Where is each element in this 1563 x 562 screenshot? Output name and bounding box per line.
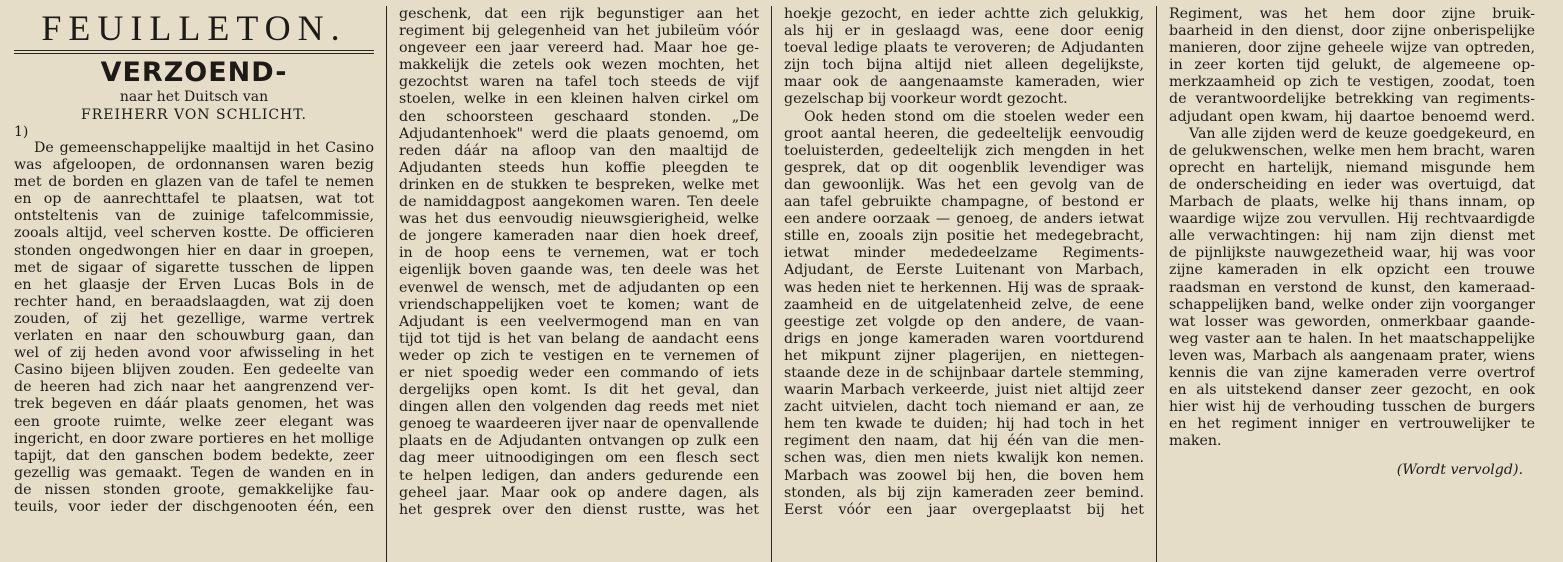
column-3 — [772, 6, 1156, 562]
text-line: ontsteltenis van de zuinige tafelcommissie, — [14, 208, 374, 225]
text-line: oprecht en hartelijk, niemand misgunde hem — [1169, 159, 1535, 176]
text-line: de namiddagpost aangekomen waren. Ten deele — [399, 194, 759, 211]
text-line: ietwat minder mededeelzame Regiments- — [784, 245, 1144, 262]
text-line: was heden niet te herkennen. Hij was de spraak- — [784, 279, 1144, 296]
text-line: een andere oorzaak — genoeg, de anders ietwat — [784, 211, 1144, 228]
text-line: een groote ruimte, welke zeer elegant was — [14, 413, 374, 430]
text-line: zijn toch bijna altijd niet alleen degelijkste, — [784, 57, 1144, 74]
text-line: eigenlijk boven gaande was, ten deele was het — [399, 262, 759, 279]
text-line: regiment den naam, dat hij één van die men- — [784, 433, 1144, 450]
text-line: in de hoop eens te vernemen, wat er toch — [399, 245, 759, 262]
text-line: teuils, voor ieder der dischgenooten één, een — [14, 498, 374, 515]
column-3-text — [784, 6, 1144, 519]
text-line: en als uitstekend danser zeer gezocht, en ook — [1169, 382, 1535, 399]
text-line: schen was, dien men niets kwalijk kon nemen. — [784, 450, 1144, 467]
text-line: genoeg te waardeeren ijver naar de openvallende — [399, 416, 759, 433]
text-line: stonden ongedwongen hier en daar in groepen, — [14, 242, 374, 259]
text-line: tijd tot tijd is het van belang de aandacht eens — [399, 330, 759, 347]
text-line: reden dáár na afloop van den maaltijd de — [399, 142, 759, 159]
text-line: ongeveer een jaar vereerd had. Maar hoe ge- — [399, 40, 759, 57]
text-line: hoekje gezocht, en ieder achtte zich gelukkig, — [784, 6, 1144, 22]
text-line: dag meer uitnoodigingen om een flesch sect — [399, 450, 759, 467]
text-line: baarheid in den dienst, door zijne onberispelijke — [1169, 23, 1535, 40]
text-line: in zeer korten tijd gelukt, de algemeene op- — [1169, 57, 1535, 74]
text-line: dan gewoonlijk. Was het een gevolg van de — [784, 176, 1144, 193]
text-line: hem ten kwade te duiden; hij had toch in het — [784, 416, 1144, 433]
text-line: aan tafel gebruikte champagne, of bestond er — [784, 194, 1144, 211]
text-line: maar ook de aangenaamste kameraden, wier — [784, 74, 1144, 91]
text-line: regiment bij gelegenheid van het jubileüm vóór — [399, 23, 759, 40]
text-line: maken. — [1169, 433, 1222, 450]
text-line: Casino bijeen blijven zouden. Een gedeelte van — [14, 362, 374, 379]
text-line: verlaten en naar den schouwburg gaan, dan — [14, 328, 374, 345]
text-line: drigs en jonge kameraden waren voortdurend — [784, 330, 1144, 347]
column-4 — [1157, 6, 1545, 562]
text-line: Adjudanten steeds hun koffie pleegden te — [399, 159, 759, 176]
text-line: wat losser was geworden, onmerkbaar gaande- — [1169, 313, 1535, 330]
text-line: geschenk, dat een rijk begunstiger aan het — [399, 6, 759, 22]
installment-number: 1) — [14, 124, 29, 140]
text-line: stonden, als bij zijn kameraden zeer bemind. — [784, 484, 1144, 501]
text-line: de gelukwenschen, welke men hem bracht, waren — [1169, 142, 1535, 159]
text-line: zacht uitvielen, dacht toch niemand er aan, ze — [784, 399, 1144, 416]
text-line: gesprek, dat op dit oogenblik levendiger was — [784, 159, 1144, 176]
text-line: toeluisterden, gedeeltelijk zich mengden in het — [784, 142, 1144, 159]
text-line: er niet spoedig weder een commando of iets — [399, 364, 759, 381]
column-1 — [14, 6, 386, 562]
text-line: met de borden en glazen van de tafel te nemen — [14, 174, 374, 191]
text-line: stoelen, welke in een kleinen halven cirkel om — [399, 91, 759, 108]
text-line: zooals altijd, veel scherven kostte. De officieren — [14, 225, 374, 242]
text-line: makkelijk die zetels ook wezen mochten, het — [399, 57, 759, 74]
text-line: manieren, door zijne geheele wijze van optreden, — [1169, 40, 1535, 57]
text-line: raadsman en verstond de kunst, den kameraad- — [1169, 279, 1535, 296]
text-line: waardige wijze zou vervullen. Hij rechtvaardigde — [1169, 211, 1535, 228]
text-line: rechter hand, en beraadslaagden, wat zij doen — [14, 293, 374, 310]
text-line: zijne kameraden in elk opzicht een trouwe — [1169, 262, 1535, 279]
text-line: den schoorsteen geschaard stonden. „De — [399, 108, 759, 125]
text-line: het mikpunt zijner plagerijen, en niettegen- — [784, 347, 1144, 364]
text-line: Adjudantenhoek" werd die plaats genoemd, om — [399, 125, 759, 142]
text-line: en op de aanrechttafel te plaatsen, wat tot — [14, 191, 374, 208]
text-line: Van alle zijden werd de keuze goedgekeurd, en — [1189, 125, 1535, 142]
text-line: geheel jaar. Maar ook op andere dagen, als — [399, 484, 759, 501]
text-line: adjudant open kwam, hij daartoe benoemd werd. — [1169, 108, 1535, 125]
text-line: Marbach was zoowel bij hen, die boven hem — [784, 467, 1144, 484]
continued-note: (Wordt vervolgd). — [1396, 462, 1523, 479]
text-line: gezellig was gemaakt. Tegen de wanden en in — [14, 464, 374, 481]
text-line: dergelijks open komt. Is dit het geval, dan — [399, 382, 759, 399]
text-line: met de sigaar of sigarette tusschen de lippen — [14, 259, 374, 276]
text-line: Ook heden stond om die stoelen weder een — [804, 108, 1144, 125]
column-1-text — [14, 140, 374, 516]
text-line: vriendschappelijken voet te komen; want de — [399, 296, 759, 313]
article-subtitle: naar het Duitsch van — [119, 89, 269, 105]
text-line: en het glaasje der Erven Lucas Bols in de — [14, 276, 374, 293]
text-line: wel of zij heden avond voor afwisseling in het — [14, 345, 374, 362]
text-line: Regiment, was het hem door zijne bruik- — [1169, 6, 1535, 22]
text-line: merkzaamheid op zich te vestigen, zoodat, toen — [1169, 74, 1535, 91]
section-heading: FEUILLETON. — [41, 8, 347, 48]
text-line: Marbach de plaats, welke hij thans innam, op — [1169, 194, 1535, 211]
text-line: tapijt, dat den ganschen bodem bedekte, zeer — [14, 447, 374, 464]
text-line: te helpen ledigen, dan anders gedurende een — [399, 467, 759, 484]
text-line: het gesprek over den dienst rustte, was het — [399, 501, 759, 518]
text-line: hier wist hij de verhouding tusschen de burgers — [1169, 399, 1535, 416]
text-line: trek begeven en dáár plaats genomen, het was — [14, 396, 374, 413]
text-line: groot aantal heeren, die gedeeltelijk eenvoudig — [784, 125, 1144, 142]
text-line: zouden, of zij het gezellige, warme vertrek — [14, 310, 374, 327]
heading-rule — [14, 50, 374, 54]
text-line: weder op zich te vestigen en te vernemen of — [399, 347, 759, 364]
text-line: alle verwachtingen: hij nam zijn dienst met — [1169, 228, 1535, 245]
text-line: toeval ledige plaats te veroveren; de Adjudanten — [784, 40, 1144, 57]
text-line: was afgeloopen, de ordonnansen waren bezig — [14, 157, 374, 174]
column-4-text — [1169, 6, 1535, 450]
text-line: zaamheid en de uitgelatenheid zelve, de eene — [784, 296, 1144, 313]
text-line: stille en, zooals zijn positie het medegebracht, — [784, 228, 1144, 245]
text-line: Adjudant is een veelvermogend man en van — [399, 313, 759, 330]
text-line: geestige zet volgde op den andere, de vaan- — [784, 313, 1144, 330]
column-2 — [387, 6, 771, 562]
text-line: Adjudant, de Eerste Luitenant von Marbach, — [784, 262, 1144, 279]
text-line: en het regiment inniger en vertrouwelijker te — [1169, 416, 1535, 433]
text-line: de nissen stonden groote, gemakkelijke fau- — [14, 481, 374, 498]
article-author: FREIHERR VON SCHLICHT. — [81, 107, 307, 123]
text-line: plaats en de Adjudanten ontvangen op zulk een — [399, 433, 759, 450]
text-line: dingen allen den volgenden dag reeds met niet — [399, 399, 759, 416]
text-line: de pijnlijkste nauwgezetheid waar, hij was voor — [1169, 245, 1535, 262]
article-title: VERZOEND- — [100, 57, 288, 88]
text-line: de onderscheiding en ieder was overtuigd, dat — [1169, 176, 1535, 193]
text-line: ingericht, en door zware portieres en het mollige — [14, 430, 374, 447]
text-line: als hij er in geslaagd was, eene door eenig — [784, 23, 1144, 40]
text-line: kennis die van zijne kameraden verre overtrof — [1169, 364, 1535, 381]
text-line: gezelschap bij voorkeur wordt gezocht. — [784, 91, 1068, 108]
text-line: schappelijken band, welke onder zijn voorganger — [1169, 296, 1535, 313]
text-line: De gemeenschappelijke maaltijd in het Casino — [34, 140, 374, 156]
text-line: was het dus eenvoudig nieuwsgierigheid, welke — [399, 211, 759, 228]
text-line: de heeren had zich naar het aangrenzend ver- — [14, 379, 374, 396]
text-line: waarin Marbach verkeerde, juist niet altijd zeer — [784, 382, 1144, 399]
text-line: weg vaster aan te halen. In het maatschappelijke — [1169, 330, 1535, 347]
text-line: evenwel de wensch, met de adjudanten op een — [399, 279, 759, 296]
text-line: gezochtst waren na tafel toch steeds de vijf — [399, 74, 759, 91]
text-line: leven was, Marbach als aangenaam prater, wiens — [1169, 347, 1535, 364]
text-line: Eerst vóór een jaar overgeplaatst bij het — [784, 501, 1144, 518]
text-line: drinken en de stukken te bespreken, welke met — [399, 176, 759, 193]
column-2-text — [399, 6, 759, 519]
text-line: staande deze in de schijnbaar dartele stemming, — [784, 364, 1144, 381]
text-line: de jongere kameraden naar dien hoek dreef, — [399, 228, 759, 245]
text-line: de verantwoordelijke betrekking van regiments- — [1169, 91, 1535, 108]
